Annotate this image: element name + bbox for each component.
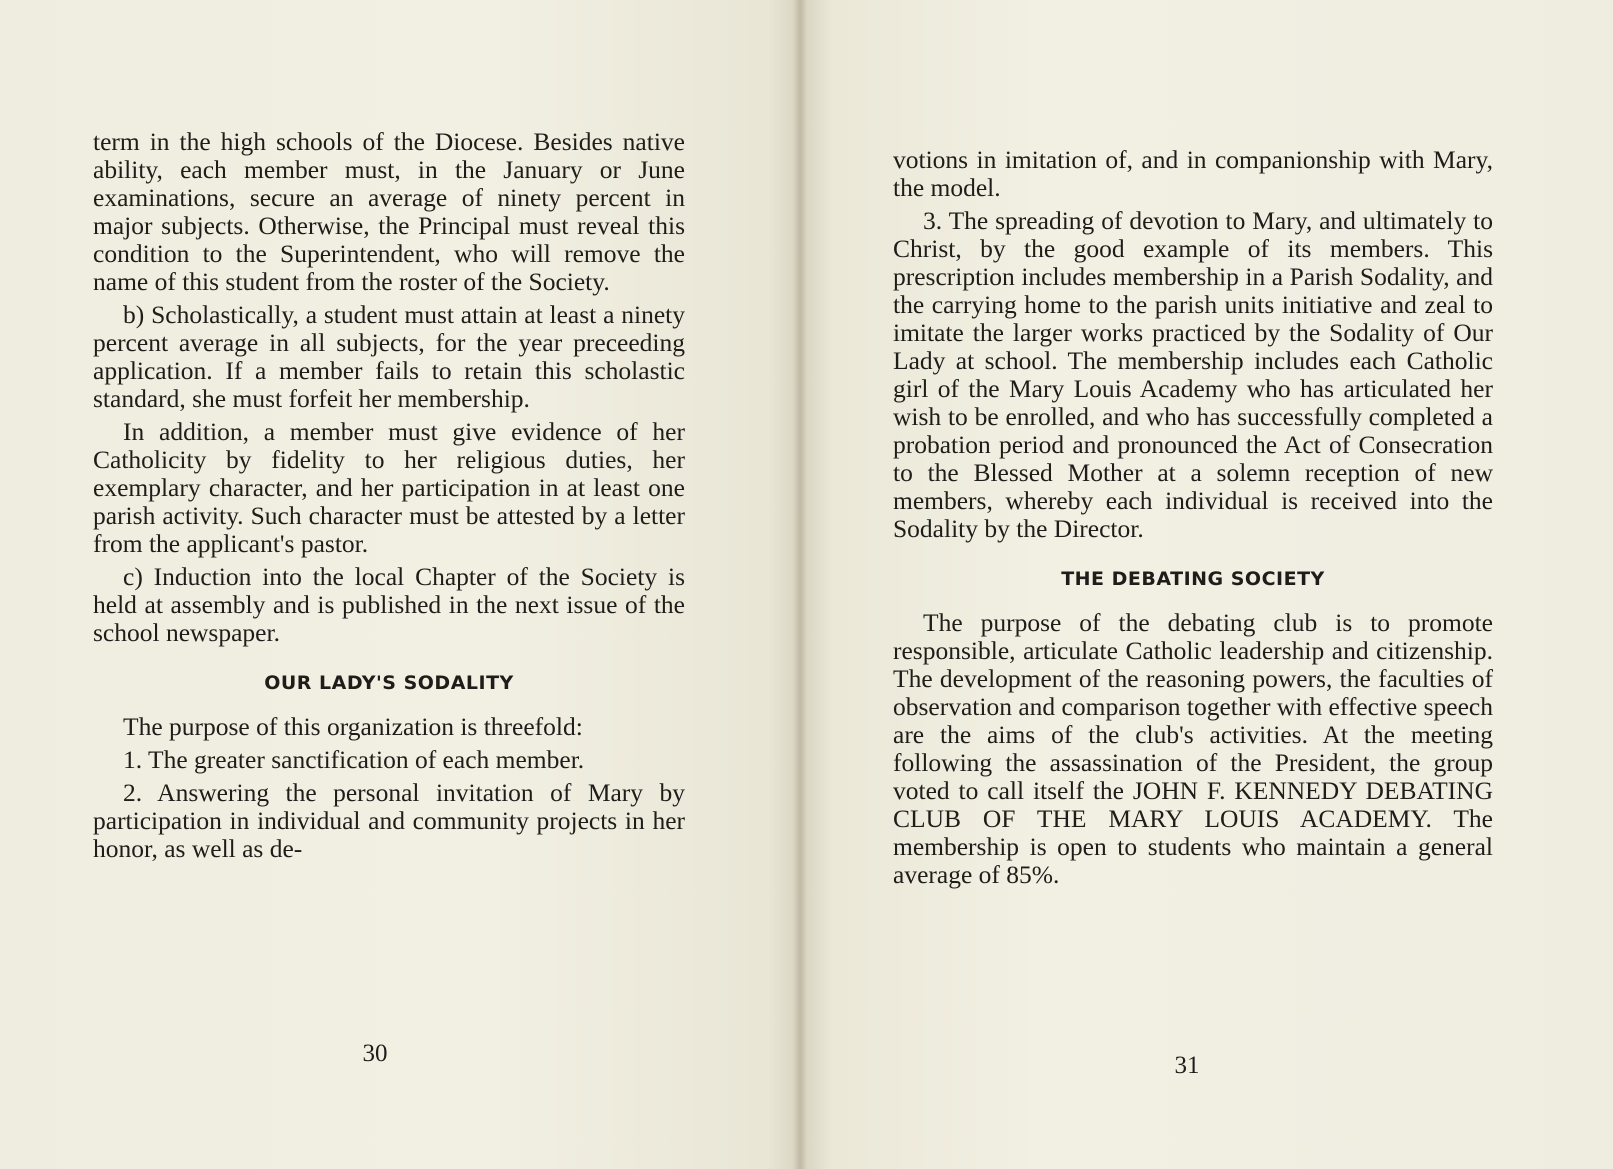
section-heading: OUR LADY'S SODALITY: [264, 672, 514, 694]
left-page-text: [93, 128, 685, 868]
paragraph: term in the high schools of the Diocese. Besides native ability, each member must, in the January or June examinations, secure an average of ninety percent in major subjects. Otherwise, the Principal must reveal this condition to the Superintendent, who will remove the name of this student from the roster of the Society.: [93, 127, 685, 296]
page-number: 30: [362, 1040, 388, 1067]
paragraph: votions in imitation of, and in companionship with Mary, the model.: [893, 145, 1493, 202]
left-page: [0, 0, 800, 1169]
paragraph: The purpose of the debating club is to promote responsible, articulate Catholic leadership and citizenship. The development of the reasoning powers, the faculties of observation and comparison together with effective speech are the aims of the club's activities. At the meeting following the assassination of the President, the group voted to call itself the JOHN F. KENNEDY DEBATING CLUB OF THE MARY LOUIS ACADEMY. The membership is open to students who maintain a general average of 85%.: [893, 608, 1493, 889]
paragraph: c) Induction into the local Chapter of the Society is held at assembly and is published in the next issue of the school newspaper.: [93, 562, 685, 647]
paragraph: 2. Answering the personal invitation of Mary by participation in individual and community projects in her honor, as well as de-: [93, 778, 685, 863]
book-gutter: [793, 0, 807, 1169]
right-page: [800, 0, 1613, 1169]
right-page-text: [893, 146, 1493, 894]
section-heading: THE DEBATING SOCIETY: [1061, 568, 1325, 590]
paragraph: The purpose of this organization is threefold:: [123, 712, 583, 741]
paragraph: b) Scholastically, a student must attain at least a ninety percent average in all subjects, for the year preceeding application. If a member fails to retain this scholastic standard, she must forfeit her membership.: [93, 300, 685, 413]
paragraph: 3. The spreading of devotion to Mary, and ultimately to Christ, by the good example of its members. This prescription includes membership in a Parish Sodality, and the carrying home to the parish units initiative and zeal to imitate the larger works practiced by the Sodality of Our Lady at school. The membership includes each Catholic girl of the Mary Louis Academy who has articulated her wish to be enrolled, and who has successfully completed a probation period and pronounced the Act of Consecration to the Blessed Mother at a solemn reception of new members, whereby each individual is received into the Sodality by the Director.: [893, 206, 1493, 543]
page-number: 31: [1174, 1052, 1200, 1079]
paragraph: In addition, a member must give evidence of her Catholicity by fidelity to her religious duties, her exemplary character, and her participation in at least one parish activity. Such character must be attested by a letter from the applicant's pastor.: [93, 417, 685, 558]
paragraph: 1. The greater sanctification of each member.: [123, 745, 585, 774]
